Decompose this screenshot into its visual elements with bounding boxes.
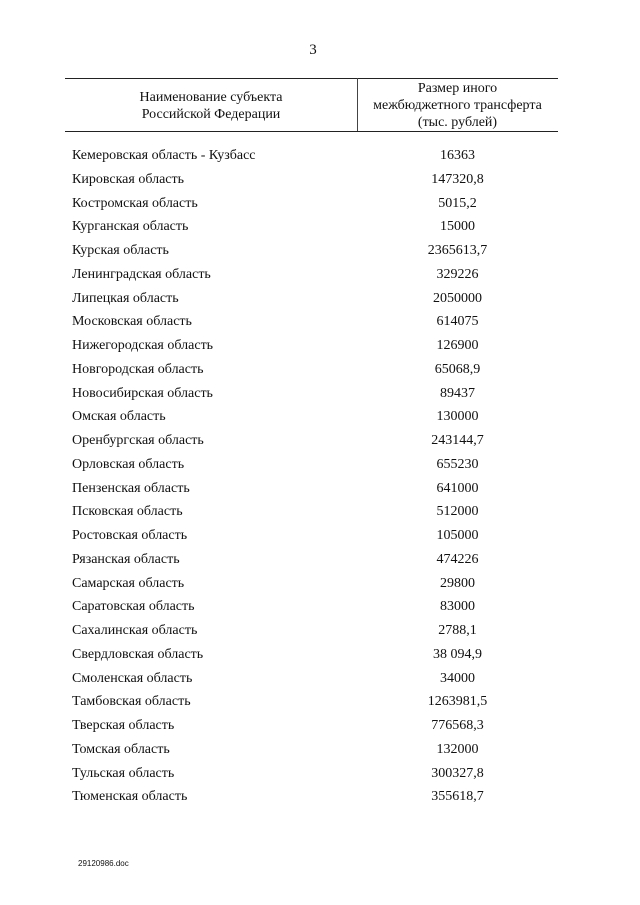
column-header-name-line: Наименование субъекта: [139, 90, 283, 105]
region-name: Томская область: [72, 741, 170, 757]
table-row: [0, 597, 640, 621]
transfer-amount: 329226: [436, 266, 479, 282]
region-name: Тюменская область: [72, 789, 188, 805]
table-row: [0, 265, 640, 289]
transfer-amount: 2788,1: [438, 623, 477, 638]
table-row: [0, 194, 640, 218]
region-name: Костромская область: [72, 195, 198, 211]
table-row: [0, 431, 640, 455]
region-name: Тульская область: [72, 765, 175, 781]
transfer-amount: 776568,3: [431, 718, 484, 733]
transfer-amount: 300327,8: [431, 765, 484, 781]
region-name: Сахалинская область: [72, 623, 198, 638]
table-row: [0, 716, 640, 740]
table-row: [0, 407, 640, 431]
table-row: [0, 170, 640, 194]
table-row: [0, 312, 640, 336]
region-name: Саратовская область: [72, 599, 195, 615]
transfer-amount: 512000: [436, 504, 479, 520]
region-name: Курская область: [72, 243, 169, 258]
region-name: Кемеровская область - Кузбасс: [72, 148, 256, 163]
table-row: [0, 692, 640, 716]
region-name: Новгородская область: [72, 361, 204, 377]
transfer-amount: 15000: [440, 219, 475, 235]
region-name: Нижегородская область: [72, 338, 214, 353]
column-header-size: [357, 80, 558, 131]
region-name: Рязанская область: [72, 551, 180, 567]
transfer-amount: 38 094,9: [433, 646, 482, 662]
table-body: [0, 146, 640, 811]
transfer-amount: 614075: [436, 314, 479, 330]
region-name: Свердловская область: [72, 646, 204, 662]
table-top-rule: [65, 78, 558, 79]
region-name: Оренбургская область: [72, 433, 204, 448]
transfer-amount: 2050000: [433, 290, 482, 306]
table-row: [0, 217, 640, 241]
table-header-bottom-rule: [65, 131, 558, 132]
table-row: [0, 645, 640, 669]
region-name: Кировская область: [72, 171, 185, 187]
transfer-amount: 641000: [436, 480, 479, 496]
transfer-amount: 65068,9: [434, 361, 481, 377]
table-row: [0, 455, 640, 479]
transfer-amount: 5015,2: [438, 195, 477, 211]
region-name: Ленинградская область: [72, 266, 211, 282]
transfer-amount: 132000: [436, 741, 479, 757]
document-filename: 29120986.doc: [78, 859, 129, 868]
region-name: Псковская область: [72, 504, 183, 520]
table-row: [0, 336, 640, 360]
page-number: 3: [309, 42, 317, 58]
region-name: Московская область: [72, 314, 192, 330]
table-row: [0, 502, 640, 526]
column-header-size-line: межбюджетного трансферта: [373, 98, 542, 113]
transfer-amount: 126900: [436, 338, 479, 353]
transfer-amount: 243144,7: [431, 433, 484, 448]
region-name: Орловская область: [72, 456, 185, 472]
table-row: [0, 241, 640, 265]
region-name: Новосибирская область: [72, 385, 213, 401]
column-header-name-line: Российской Федерации: [141, 107, 281, 122]
column-header-size-line: Размер иного: [417, 81, 498, 96]
table-row: [0, 764, 640, 788]
table-row: [0, 550, 640, 574]
transfer-amount: 474226: [436, 551, 479, 567]
table-row: [0, 479, 640, 503]
column-header-name: [65, 89, 357, 123]
transfer-amount: 29800: [440, 575, 475, 591]
region-name: Смоленская область: [72, 670, 193, 686]
transfer-amount: 34000: [440, 670, 475, 686]
table-row: [0, 146, 640, 170]
region-name: Омская область: [72, 409, 166, 425]
region-name: Липецкая область: [72, 290, 179, 306]
table-row: [0, 740, 640, 764]
region-name: Тамбовская область: [72, 694, 191, 710]
table-row: [0, 574, 640, 598]
region-name: Ростовская область: [72, 528, 188, 543]
table-row: [0, 621, 640, 645]
table-row: [0, 526, 640, 550]
region-name: Самарская область: [72, 575, 185, 591]
transfer-amount: 105000: [436, 528, 479, 543]
table-row: [0, 360, 640, 384]
transfer-amount: 1263981,5: [427, 694, 488, 710]
transfer-amount: 655230: [436, 456, 479, 472]
transfer-amount: 355618,7: [431, 789, 484, 805]
transfer-amount: 89437: [440, 385, 475, 401]
transfer-amount: 16363: [440, 148, 475, 163]
transfer-amount: 2365613,7: [427, 243, 488, 258]
transfer-amount: 130000: [436, 409, 479, 425]
region-name: Пензенская область: [72, 480, 190, 496]
column-header-size-line: (тыс. рублей): [417, 115, 498, 130]
table-row: [0, 669, 640, 693]
region-name: Тверская область: [72, 718, 175, 733]
transfer-amount: 83000: [440, 599, 475, 615]
table-row: [0, 787, 640, 811]
transfer-amount: 147320,8: [431, 171, 484, 187]
table-row: [0, 384, 640, 408]
region-name: Курганская область: [72, 219, 189, 235]
table-row: [0, 289, 640, 313]
